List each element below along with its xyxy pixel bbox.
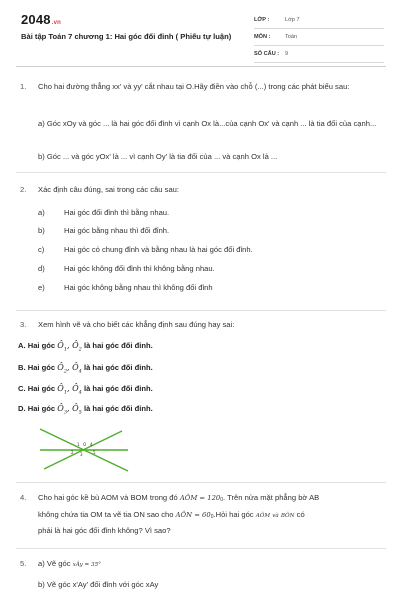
angle-index: 4	[78, 368, 82, 375]
question-text: Xem hình vẽ và cho biết các khẳng định sau đúng hay sai:	[38, 320, 235, 329]
angle-index: 4	[78, 389, 82, 396]
angle-value: = 120	[199, 494, 221, 502]
option-a	[38, 206, 378, 220]
divider	[16, 310, 386, 311]
figure-label: 3	[80, 452, 83, 457]
option-prefix: C. Hai góc	[18, 384, 56, 393]
question-number: 5.	[20, 559, 27, 568]
question-part-a: a) Góc xOy và góc ... là hai góc đối đỉnh vì cạnh Ox là...của cạnh Ox' và cạnh ... là tia đối của cạnh...	[38, 119, 377, 128]
divider	[16, 482, 386, 483]
question-part-b: b) Góc ... và góc yOx' là ... vì cạnh Oy' là tia đối của ... và cạnh Ox là ...	[38, 152, 278, 161]
option-label: b)	[38, 226, 45, 235]
angle-math: BÔN	[280, 513, 295, 519]
option-suffix: là hai góc đối đỉnh.	[83, 363, 153, 372]
option-prefix: B. Hai góc	[18, 363, 56, 372]
meta-key: SỐ CÂU :	[254, 51, 280, 57]
angle-index: 2	[63, 368, 68, 375]
option-suffix: là hai góc đối đỉnh.	[83, 341, 153, 350]
question-part-a	[38, 557, 380, 572]
logo-text: 2048	[21, 12, 51, 27]
option-c	[38, 243, 378, 257]
option-text: Hai góc không bằng nhau thì không đối đỉnh	[64, 283, 213, 292]
figure-label: 5	[93, 450, 96, 455]
angle-index: 3	[63, 409, 68, 416]
logo-suffix: .vn	[51, 20, 62, 26]
document-header	[0, 0, 400, 64]
question-part-b: b) Vẽ góc x'Ay' đối đỉnh với góc xAy	[38, 580, 159, 589]
meta-info	[254, 14, 384, 65]
option-d	[38, 262, 378, 276]
angle-math: xÂy = 35°	[72, 562, 101, 568]
angle-index: 1	[63, 346, 68, 353]
angle-index: 2	[78, 346, 82, 353]
question-text: Cho hai đường thẳng xx' và yy' cắt nhau tại O.Hãy điền vào chỗ (...) trong các phát biểu sau:	[38, 82, 350, 91]
option-prefix: A. Hai góc	[18, 341, 56, 350]
header-divider	[16, 66, 386, 67]
option-D: D. Hai góc $Ô_3$, $Ô_5$ là hai góc đối đỉnh.	[18, 404, 153, 416]
figure-label: O	[83, 442, 87, 447]
meta-value: Lớp 7	[285, 17, 300, 23]
option-text: Hai góc có chung đỉnh và bằng nhau là hai góc đối đỉnh.	[64, 245, 253, 254]
angle-figure	[38, 425, 130, 475]
question-number: 4.	[20, 493, 27, 502]
option-text: Hai góc đối đỉnh thì bằng nhau.	[64, 208, 170, 217]
angle-math: AÔN	[175, 511, 193, 519]
text-span: .Hỏi hai góc	[213, 510, 254, 519]
option-label: a)	[38, 208, 45, 217]
meta-value: Toán	[285, 34, 298, 40]
question-text: Xác định câu đúng, sai trong các câu sau:	[38, 185, 179, 194]
angle-math: AÔM	[255, 513, 271, 519]
text-span: và	[272, 513, 279, 519]
figure-label: 4	[90, 442, 93, 447]
option-text: Hai góc không đối đỉnh thì không bằng nhau.	[64, 264, 215, 273]
option-prefix: D. Hai góc	[18, 404, 56, 413]
option-C: C. Hai góc $Ô_1$, $Ô_4$ là hai góc đối đỉnh.	[18, 384, 153, 396]
option-label: e)	[38, 283, 45, 292]
option-label: c)	[38, 245, 45, 254]
figure-label: 2	[71, 450, 74, 455]
angle-value: = 60	[194, 511, 211, 519]
logo	[21, 12, 61, 27]
option-e	[38, 281, 378, 295]
text-span: . Trên nửa mặt phẳng bờ AB	[223, 493, 320, 502]
page-title: Bài tập Toán 7 chương 1: Hai góc đối đỉnh ( Phiếu tự luận)	[21, 32, 232, 41]
angle-index: 1	[63, 389, 68, 396]
question-line-1: Cho hai góc kề bù AOM và BOM trong đó AÔM = $120_0$. Trên nửa mặt phẳng bờ AB	[38, 493, 320, 503]
question-number: 1.	[20, 82, 27, 91]
option-B: B. Hai góc $Ô_2$, $Ô_4$ là hai góc đối đỉnh.	[18, 363, 153, 375]
text-span: có	[296, 510, 305, 519]
question-line-3: phải là hai góc đối đỉnh không? Vì sao?	[38, 526, 171, 535]
question-line-2: không chứa tia OM ta vẽ tia ON sao cho AÔN = $60_0.Hỏi$ hai góc AÔM và BÔN có	[38, 510, 305, 520]
option-b	[38, 224, 378, 238]
text-span: Cho hai góc kề bù AOM và BOM trong đó	[38, 493, 178, 502]
option-label: d)	[38, 264, 45, 273]
option-text: Hai góc bằng nhau thì đối đỉnh.	[64, 226, 170, 235]
meta-row-count	[254, 48, 384, 63]
text-span: không chứa tia OM ta vẽ tia ON sao cho	[38, 510, 174, 519]
angle-index: 5	[78, 409, 82, 416]
option-suffix: là hai góc đối đỉnh.	[83, 384, 153, 393]
angle-math: AÔM	[179, 494, 198, 502]
question-number: 3.	[20, 320, 27, 329]
option-suffix: là hai góc đối đỉnh.	[83, 404, 153, 413]
divider	[16, 172, 386, 173]
meta-key: LỚP :	[254, 17, 270, 23]
meta-row-subject	[254, 31, 384, 46]
meta-key: MÔN :	[254, 34, 271, 40]
meta-value: 9	[285, 51, 289, 57]
figure-label: 1	[77, 442, 80, 447]
text-span: a) Vẽ góc	[38, 559, 71, 568]
option-A: A. Hai góc $Ô_1$, $Ô_2$ là hai góc đối đỉnh.	[18, 341, 153, 353]
meta-row-class	[254, 14, 384, 29]
divider	[16, 548, 386, 549]
question-number: 2.	[20, 185, 27, 194]
